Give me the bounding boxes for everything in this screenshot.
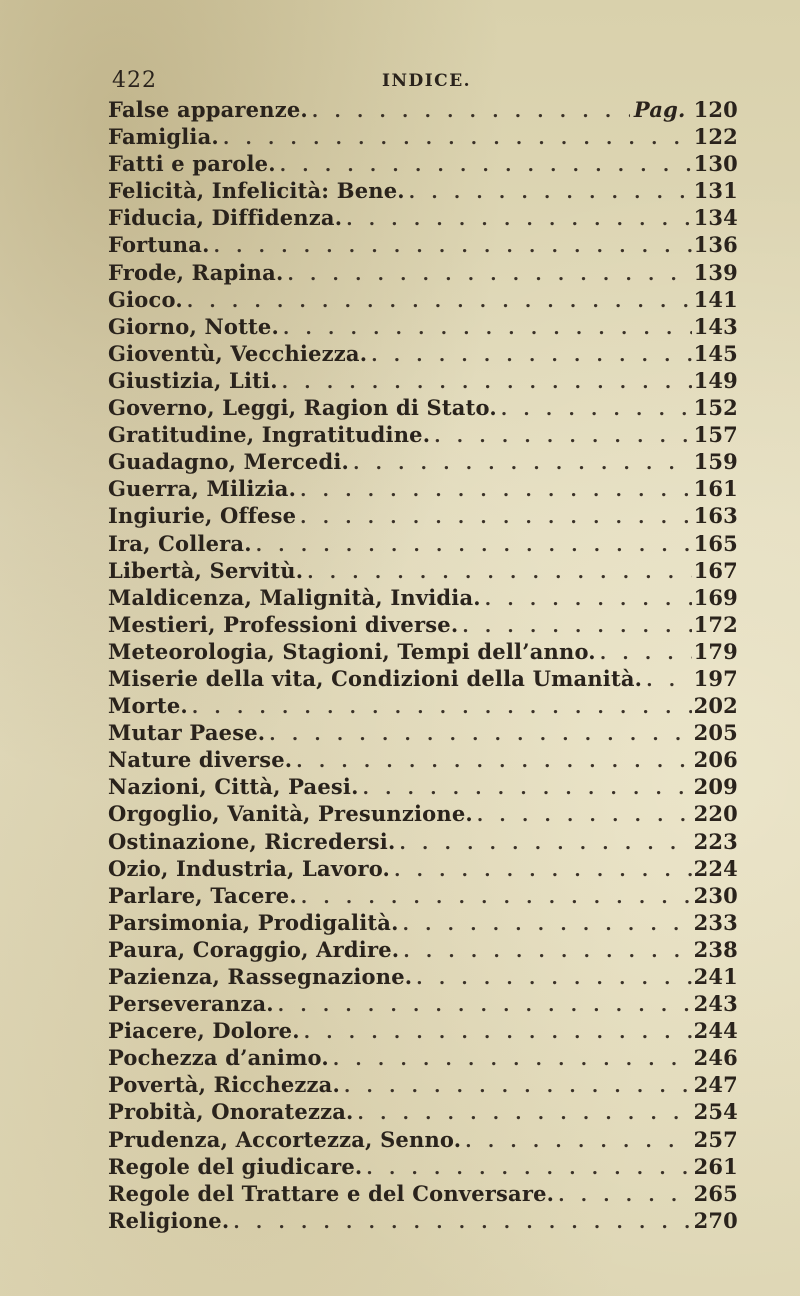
entry-page-number: 247 [693, 1072, 738, 1098]
entry-title: Guadagno, Mercedi. [108, 449, 350, 475]
entry-title: Prudenza, Accortezza, Senno. [108, 1126, 462, 1152]
index-entry [108, 449, 738, 476]
index-entry [108, 774, 738, 801]
index-entry [108, 124, 738, 151]
entry-page-number: 143 [693, 313, 738, 339]
dot-leader [282, 372, 692, 393]
index-entry [108, 97, 738, 124]
entry-page-number: 141 [693, 286, 738, 312]
entry-page-number: 205 [693, 720, 738, 746]
entry-title: Fiducia, Diffidenza. [108, 205, 343, 231]
index-entry [108, 1127, 738, 1154]
index-entry [108, 1154, 738, 1181]
entry-page-number: 179 [693, 638, 738, 664]
index-entry [108, 368, 738, 395]
entry-title: Regole del giudicare. [108, 1153, 363, 1179]
dot-leader [558, 1185, 691, 1206]
index-entry [108, 720, 738, 747]
dot-leader [344, 1076, 692, 1097]
entry-title: Meteorologia, Stagioni, Tempi dell’anno. [108, 638, 596, 664]
entry-title: Parsimonia, Prodigalità. [108, 909, 399, 935]
entry-title: Libertà, Servitù. [108, 557, 304, 583]
entry-page-number: 265 [693, 1180, 738, 1206]
entry-page-number: 206 [693, 747, 738, 773]
dot-leader [416, 968, 691, 989]
index-entry [108, 422, 738, 449]
dot-leader [462, 616, 691, 637]
entry-title: Maldicenza, Malignità, Invidia. [108, 584, 481, 610]
entry-title: Gratitudine, Ingratitudine. [108, 422, 431, 448]
dot-leader [223, 128, 692, 149]
entry-page-number: 161 [693, 476, 738, 502]
index-entry [108, 1181, 738, 1208]
index-entry [108, 856, 738, 883]
entry-title: Nature diverse. [108, 747, 293, 773]
entry-page-number: 257 [693, 1126, 738, 1152]
dot-leader [465, 1131, 691, 1152]
entry-title: Felicità, Infelicità: Bene. [108, 178, 405, 204]
index-entry [108, 829, 738, 856]
entry-page-number: 230 [693, 882, 738, 908]
entry-page-number: 209 [693, 774, 738, 800]
entry-page-number: 224 [693, 855, 738, 881]
entry-title: Paura, Coraggio, Ardire. [108, 936, 400, 962]
entry-page-number: 241 [693, 964, 738, 989]
entry-title: Giustizia, Liti. [108, 367, 278, 393]
entry-title: Ira, Collera. [108, 530, 252, 556]
index-entry [108, 395, 738, 422]
entry-page-number: 270 [693, 1207, 738, 1233]
index-entry [108, 801, 738, 828]
entry-page-number: 167 [693, 557, 738, 583]
entry-title: Ostinazione, Ricredersi. [108, 828, 396, 854]
entry-page-number: 197 [693, 665, 738, 691]
index-entry [108, 151, 738, 178]
index-entry [108, 639, 738, 666]
dot-leader [300, 480, 691, 501]
entry-page-number: 246 [693, 1045, 738, 1071]
entry-title: Famiglia. [108, 124, 219, 150]
dot-leader [187, 291, 692, 312]
dot-leader [646, 670, 691, 691]
index-entry [108, 1072, 738, 1099]
entry-title: False apparenze. [108, 97, 308, 122]
index-entry [108, 558, 738, 585]
entry-title: Morte. [108, 693, 188, 719]
entry-page-number: 172 [693, 611, 738, 637]
dot-leader [403, 914, 692, 935]
entry-page-number: 223 [693, 828, 738, 854]
entry-title: Povertà, Ricchezza. [108, 1072, 340, 1098]
dot-leader [409, 182, 692, 203]
dot-leader [477, 805, 692, 826]
dot-leader [256, 535, 692, 556]
dot-leader [403, 941, 691, 962]
entry-page-number: 163 [693, 503, 738, 529]
entry-page-number: 244 [693, 1018, 738, 1044]
entry-page-number: 152 [693, 395, 738, 421]
entry-title: Religione. [108, 1207, 230, 1233]
entry-page-number: 145 [693, 340, 738, 366]
entry-page-number: 122 [693, 124, 738, 150]
entry-title: Guerra, Milizia. [108, 476, 297, 502]
dot-leader [346, 209, 691, 230]
entry-page-number: 120 [693, 97, 738, 122]
index-entry [108, 531, 738, 558]
dot-leader [269, 724, 691, 745]
entry-title: Fortuna. [108, 232, 210, 258]
dot-leader [353, 453, 691, 474]
pag-label: Pag. [633, 97, 686, 122]
dot-leader [394, 860, 692, 881]
index-entry [108, 260, 738, 287]
entry-title: Ingiurie, Offese [108, 503, 297, 529]
entry-title: Mutar Paese. [108, 720, 266, 746]
dot-leader [287, 264, 691, 285]
index-entry [108, 476, 738, 503]
index-entry [108, 666, 738, 693]
index-entry [108, 612, 738, 639]
index-entry [108, 747, 738, 774]
dot-leader [192, 697, 692, 718]
entry-title: Governo, Leggi, Ragion di Stato. [108, 395, 497, 421]
entry-title: Orgoglio, Vanità, Presunzione. [108, 801, 473, 827]
entry-page-number: 131 [693, 178, 738, 204]
index-entry [108, 964, 738, 991]
index-entry [108, 341, 738, 368]
entry-title: Gioco. [108, 286, 183, 312]
entry-title: Pochezza d’animo. [108, 1045, 329, 1071]
dot-leader [434, 426, 691, 447]
dot-leader [333, 1049, 692, 1070]
index-entry [108, 178, 738, 205]
dot-leader [501, 399, 692, 420]
dot-leader [280, 155, 692, 176]
entry-title: Giorno, Notte. [108, 313, 279, 339]
index-entry [108, 1099, 738, 1126]
entry-page-number: 134 [693, 205, 738, 231]
dot-leader [214, 236, 692, 257]
dot-leader [300, 507, 691, 528]
entry-title: Perseveranza. [108, 991, 274, 1017]
index-entry [108, 1208, 738, 1235]
dot-leader [278, 995, 692, 1016]
dot-leader [233, 1212, 691, 1233]
entry-title: Regole del Trattare e del Conversare. [108, 1180, 555, 1206]
entry-page-number: 149 [693, 367, 738, 393]
entry-page-number: 238 [693, 936, 738, 962]
dot-leader [358, 1103, 692, 1124]
entry-title: Ozio, Industria, Lavoro. [108, 855, 391, 881]
index-entry [108, 1045, 738, 1072]
index-entry [108, 1018, 738, 1045]
page-header [112, 68, 752, 98]
dot-leader [371, 345, 691, 366]
entry-title: Gioventù, Vecchiezza. [108, 340, 368, 366]
index-entry [108, 910, 738, 937]
entry-title: Frode, Rapina. [108, 259, 284, 285]
dot-leader [307, 562, 691, 583]
entry-title: Nazioni, Città, Paesi. [108, 774, 359, 800]
entry-title: Fatti e parole. [108, 151, 276, 177]
index-entry [108, 693, 738, 720]
dot-leader [301, 887, 692, 908]
entry-page-number: 243 [693, 991, 738, 1017]
index-entry [108, 314, 738, 341]
entry-title: Probità, Onoratezza. [108, 1099, 354, 1125]
entry-page-number: 233 [693, 909, 738, 935]
running-title: INDICE. [382, 71, 472, 91]
page-number: 422 [112, 68, 157, 93]
index-entry [108, 883, 738, 910]
entry-page-number: 157 [693, 422, 738, 448]
dot-leader [312, 101, 630, 122]
entry-page-number: 165 [693, 530, 738, 556]
entry-page-number: 169 [693, 584, 738, 610]
entry-title: Mestieri, Professioni diverse. [108, 611, 459, 637]
index-entry [108, 287, 738, 314]
dot-leader [363, 778, 692, 799]
dot-leader [400, 833, 692, 854]
entry-page-number: 130 [693, 151, 738, 177]
index-entry [108, 585, 738, 612]
entry-title: Parlare, Tacere. [108, 882, 297, 908]
entry-title: Miserie della vita, Condizioni della Umanità. [108, 665, 643, 691]
index-entry [108, 205, 738, 232]
entry-title: Piacere, Dolore. [108, 1018, 300, 1044]
index-entry [108, 232, 738, 259]
entry-page-number: 202 [693, 693, 738, 719]
entry-page-number: 139 [693, 259, 738, 285]
index-entry [108, 503, 738, 530]
dot-leader [600, 643, 692, 664]
entry-page-number: 136 [693, 232, 738, 258]
index-entry [108, 937, 738, 964]
entry-page-number: 261 [693, 1153, 738, 1179]
dot-leader [485, 589, 692, 610]
entry-title: Pazienza, Rassegnazione. [108, 964, 413, 989]
dot-leader [366, 1158, 691, 1179]
entry-page-number: 254 [693, 1099, 738, 1125]
entry-page-number: 220 [693, 801, 738, 827]
dot-leader [296, 751, 691, 772]
index-list [108, 97, 738, 1235]
dot-leader [304, 1022, 692, 1043]
entry-page-number: 159 [693, 449, 738, 475]
index-entry [108, 991, 738, 1018]
dot-leader [283, 318, 692, 339]
